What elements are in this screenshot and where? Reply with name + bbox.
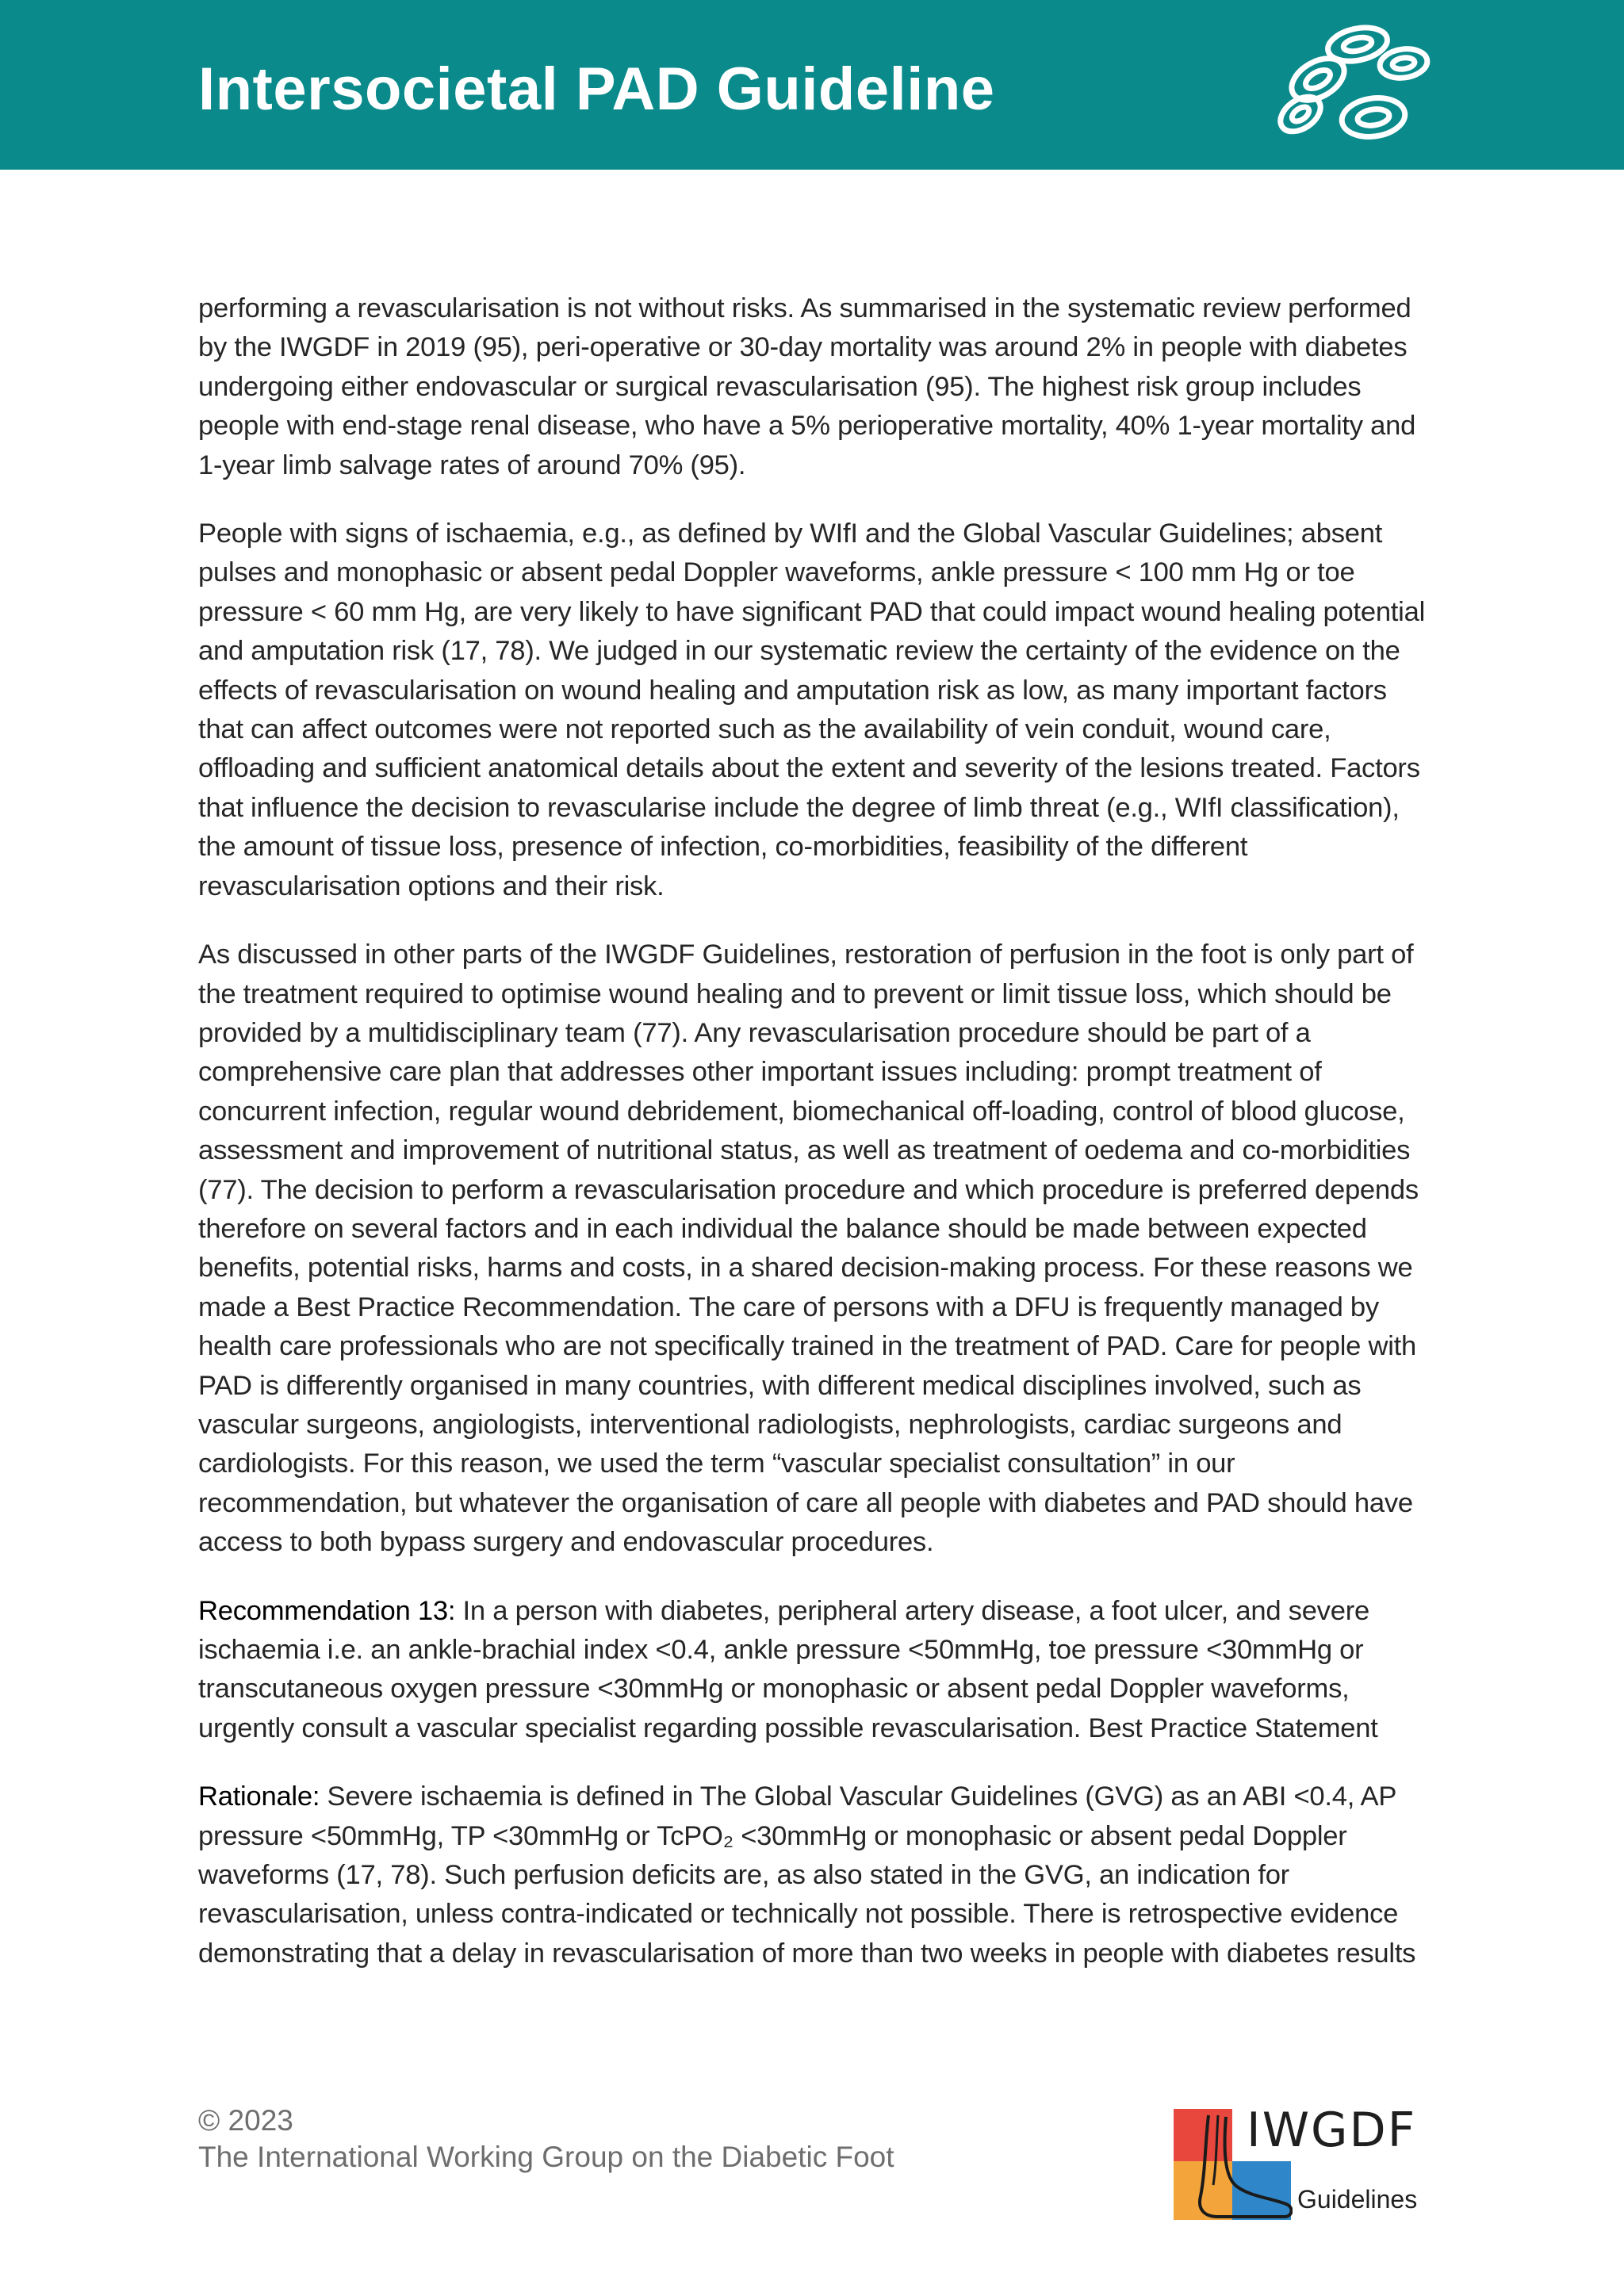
recommendation-paragraph xyxy=(198,1592,1435,1749)
body-paragraph: People with signs of ischaemia, e.g., as defined by WIfI and the Global Vascular Guidelines; absent pulses and monophasic or absent pedal Doppler waveforms, ankle pressure < 100 mm Hg or toe pressure < 60 mm Hg, are very likely to have significant PAD that could impact wound healing potential and amputation risk (17, 78). We judged in our systematic review the certainty of the evidence on the effects of revascularisation on wound healing and amputation risk as low, as many important factors that can affect outcomes were not reported such as the availability of vein conduit, wound care, offloading and sufficient anatomical details about the extent and severity of the lesions treated. Factors that influence the decision to revascularise include the degree of limb threat (e.g., WIfI classification), the amount of tissue loss, presence of infection, co-morbidities, feasibility of the different revascularisation options and their risk. xyxy=(198,519,1426,901)
body-paragraph: performing a revascularisation is not without risks. As summarised in the systematic review performed by the IWGDF in 2019 (95), peri-operative or 30-day mortality was around 2% in people with diabetes undergoing either endovascular or surgical revascularisation (95). The highest risk group includes people with end-stage renal disease, who have a 5% perioperative mortality, 40% 1-year mortality and 1-year limb salvage rates of around 70% (95). xyxy=(198,293,1416,480)
rationale-text: Severe ischaemia is defined in The Global Vascular Guidelines (GVG) as an ABI <0.4, AP pressure <50mmHg, TP <30mmHg or TcPO₂ <30mmHg or monophasic or absent pedal Doppler waveforms (17, 78). Such perfusion deficits are, as also stated in the GVG, an indication for revascularisation, unless contra-indicated or technically not possible. There is retrospective evidence demonstrating that a delay in revascularisation of more than two weeks in people with diabetes results xyxy=(198,1781,1416,1969)
rationale-paragraph xyxy=(198,1777,1435,1973)
recommendation-text: In a person with diabetes, peripheral artery disease, a foot ulcer, and severe ischaemia i.e. an ankle-brachial index <0.4, ankle pressure <50mmHg, toe pressure <30mmHg or transcutaneous oxygen pressure <30mmHg or monophasic or absent pedal Doppler waveforms, urgently consult a vascular specialist regarding possible revascularisation. Best Practice Statement xyxy=(198,1595,1378,1743)
footer-copyright xyxy=(198,2103,894,2175)
rationale-label: Rationale: xyxy=(198,1781,320,1812)
red-blood-cells-icon xyxy=(1272,19,1431,152)
copyright-year: © 2023 xyxy=(198,2104,293,2137)
logo-sub-text: Guidelines xyxy=(1297,2185,1418,2214)
document-body xyxy=(198,289,1435,2003)
page-title: Intersocietal PAD Guideline xyxy=(198,55,995,123)
header-band xyxy=(0,0,1624,170)
organisation-name: The International Working Group on the Diabetic Foot xyxy=(198,2141,894,2173)
logo-brand-text: IWGDF xyxy=(1247,2103,1417,2158)
body-paragraph: As discussed in other parts of the IWGDF Guidelines, restoration of perfusion in the foot is only part of the treatment required to optimise wound healing and to prevent or limit tissue loss, which should be provided by a multidisciplinary team (77). Any revascularisation procedure should be part of a comprehensive care plan that addresses other important issues including: prompt treatment of concurrent infection, regular wound debridement, biomechanical off-loading, control of blood glucose, assessment and improvement of nutritional status, as well as treatment of oedema and co-morbidities (77). The decision to perform a revascularisation procedure and which procedure is preferred depends therefore on several factors and in each individual the balance should be made between expected benefits, potential risks, harms and costs, in a shared decision-making process. For these reasons we made a Best Practice Recommendation. The care of persons with a DFU is frequently managed by health care professionals who are not specifically trained in the treatment of PAD. Care for people with PAD is differently organised in many countries, with different medical disciplines involved, such as vascular surgeons, angiologists, interventional radiologists, nephrologists, cardiac surgeons and cardiologists. For this reason, we used the term “vascular specialist consultation” in our recommendation, but whatever the organisation of care all people with diabetes and PAD should have access to both bypass surgery and endovascular procedures. xyxy=(198,939,1419,1558)
recommendation-label: Recommendation 13: xyxy=(198,1595,456,1626)
iwgdf-logo xyxy=(1174,2103,1435,2267)
